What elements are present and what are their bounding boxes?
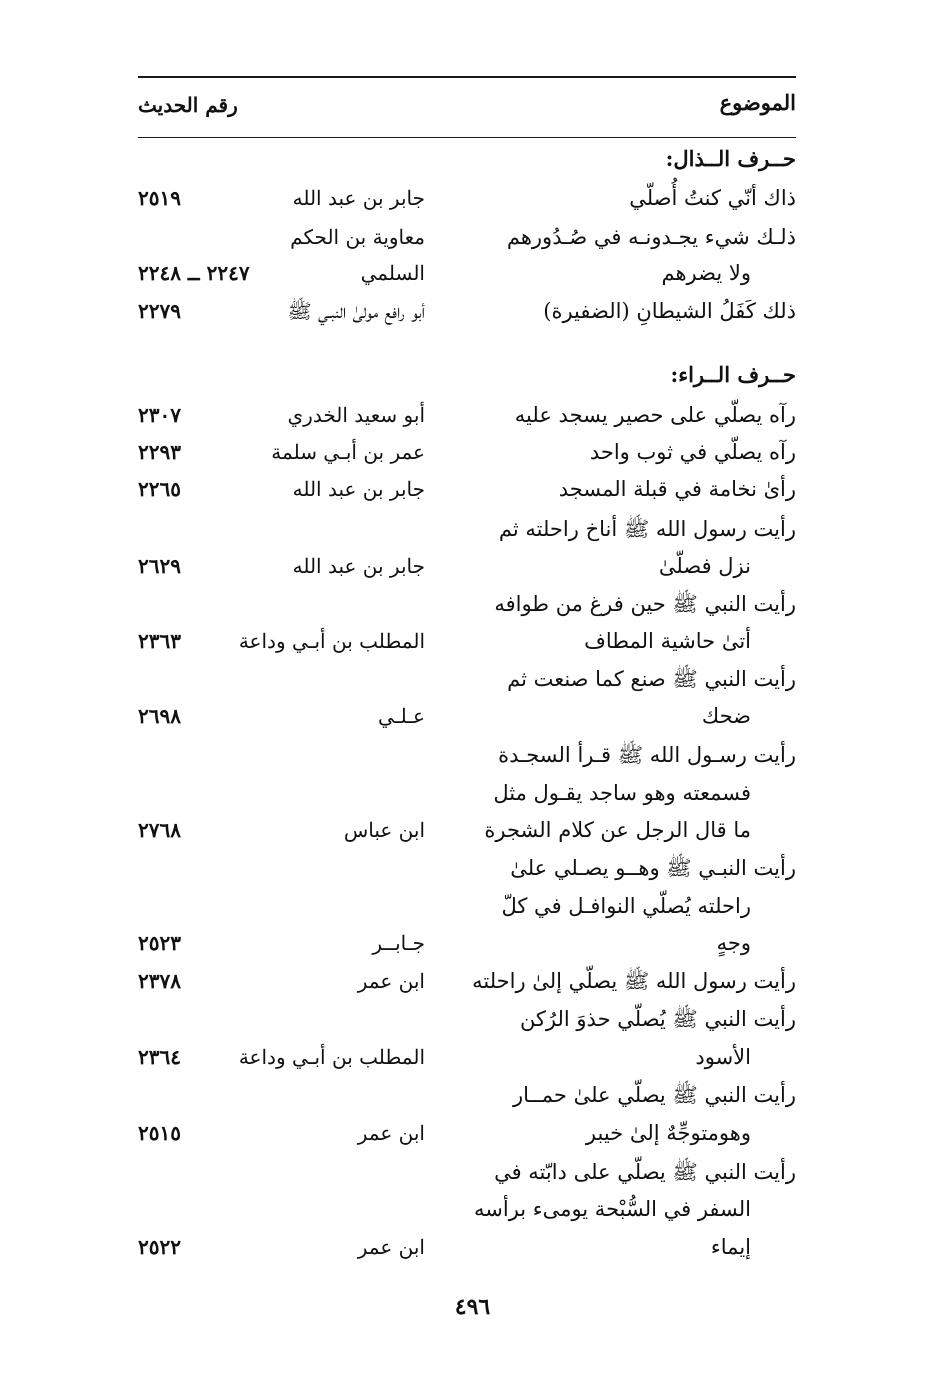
entry-line: السفر في السُّبْحة يومىء برأسه bbox=[474, 1197, 751, 1221]
hadith-number: ٢٣٦٤ bbox=[138, 1045, 181, 1069]
narrator: عـلـي bbox=[378, 704, 425, 728]
narrator: جابر بن عبد الله bbox=[292, 477, 425, 501]
narrator: أبو رافع مولىٰ النبـي ﷺ bbox=[287, 299, 425, 323]
topic-column-header: الموضوع bbox=[719, 90, 796, 115]
header-bottom-rule bbox=[138, 137, 796, 138]
narrator: جابر بن عبد الله bbox=[292, 554, 425, 578]
entry-line: فسمعته وهو ساجد يقـول مثل bbox=[493, 781, 751, 805]
section-heading-ra: حــرف الــراء: bbox=[670, 362, 796, 387]
narrator: المطلب بن أبـي وداعة bbox=[238, 629, 425, 653]
hadith-number: ٢٢٦٥ bbox=[138, 477, 181, 501]
narrator: ابن عمر bbox=[357, 1121, 425, 1145]
narrator: ابن عمر bbox=[357, 969, 425, 993]
hadith-number: ٢٥٢٢ bbox=[138, 1235, 181, 1259]
entry-line: رأيت رسول الله ﷺ أناخ راحلته ثم bbox=[498, 517, 796, 541]
narrator: جـابــر bbox=[372, 931, 425, 955]
hadith-number: ٢٦٢٩ bbox=[138, 554, 181, 578]
section-heading-dhal: حــرف الــذال: bbox=[665, 146, 796, 171]
hadith-number: ٢٣٠٧ bbox=[138, 403, 181, 427]
narrator: جابر بن عبد الله bbox=[292, 186, 425, 210]
entry-line: الأسود bbox=[695, 1045, 751, 1069]
entry-line: رآه يصلّي على حصير يسجد عليه bbox=[514, 403, 796, 427]
hadith-number: ٢٥٢٣ bbox=[138, 931, 181, 955]
hadith-number: ٢٣٦٣ bbox=[138, 629, 181, 653]
header-top-rule bbox=[138, 76, 796, 78]
entry-line: رأيت رسول الله ﷺ يصلّي إلىٰ راحلته bbox=[472, 969, 796, 993]
narrator: المطلب بن أبـي وداعة bbox=[238, 1045, 425, 1069]
hadith-number-range: ٢٢٤٧ ــ ٢٢٤٨ bbox=[138, 261, 250, 285]
entry-line: رأيت النبـي ﷺ وهــو يصـلي علىٰ bbox=[510, 856, 796, 880]
entry-line: رأيت النبي ﷺ يصلّي علىٰ حمــار bbox=[512, 1083, 796, 1107]
hadith-number: ٢٦٩٨ bbox=[138, 704, 181, 728]
entry-line: أتىٰ حاشية المطاف bbox=[584, 629, 751, 653]
entry-line: وجهٍ bbox=[716, 931, 751, 955]
entry-line: إيماء bbox=[710, 1235, 751, 1259]
entry-line: نزل فصلّىٰ bbox=[658, 554, 751, 578]
hadith-number: ٢٧٦٨ bbox=[138, 818, 181, 842]
hadith-number: ٢٥١٩ bbox=[138, 186, 181, 210]
narrator: عمر بن أبـي سلمة bbox=[271, 440, 425, 464]
entry-line: رآه يصلّي في ثوب واحد bbox=[589, 440, 796, 464]
entry-line: رأىٰ نخامة في قبلة المسجد bbox=[558, 477, 796, 501]
entry-line: ذلـك شيء يجـدونـه في صُـدُورهم bbox=[506, 225, 796, 249]
hadith-number: ٢٢٧٩ bbox=[138, 299, 181, 323]
entry-line: رأيت رسـول الله ﷺ قـرأ السجـدة bbox=[498, 743, 796, 767]
entry-line: رأيت النبي ﷺ يصلّي على دابّته في bbox=[494, 1160, 796, 1184]
narrator: ابن عمر bbox=[357, 1235, 425, 1259]
hadith-number-column-header: رقم الحديث bbox=[138, 93, 238, 117]
entry-line: ولا يضرهم bbox=[661, 261, 751, 285]
narrator: أبو سعيد الخدري bbox=[287, 403, 425, 427]
hadith-number: ٢٣٧٨ bbox=[138, 969, 181, 993]
entry-line: ضحك bbox=[701, 704, 751, 728]
entry-line: وهومتوجِّهٌ إلىٰ خيبر bbox=[585, 1121, 751, 1145]
entry-line: رأيت النبي ﷺ صنع كما صنعت ثم bbox=[507, 667, 796, 691]
hadith-number: ٢٥١٥ bbox=[138, 1121, 181, 1145]
narrator: ابن عباس bbox=[343, 818, 425, 842]
entry-line: رأيت النبي ﷺ حين فرغ من طوافه bbox=[494, 592, 796, 616]
entry-line: ذاك أنّي كنتُ أُصلّي bbox=[629, 186, 796, 210]
narrator: معاوية بن الحكم bbox=[290, 225, 425, 249]
narrator: السلمي bbox=[360, 261, 425, 285]
entry-line: ما قال الرجل عن كلام الشجرة bbox=[484, 818, 751, 842]
page-number: ٤٩٦ bbox=[454, 1294, 491, 1320]
entry-line: راحلته يُصلّي النوافـل في كلّ bbox=[501, 894, 751, 918]
hadith-number: ٢٢٩٣ bbox=[138, 440, 181, 464]
entry-line: رأيت النبي ﷺ يُصلّي حذوَ الرُكن bbox=[519, 1007, 796, 1031]
entry-line: ذلك كَفَلُ الشيطانِ (الضفيرة) bbox=[543, 299, 796, 323]
